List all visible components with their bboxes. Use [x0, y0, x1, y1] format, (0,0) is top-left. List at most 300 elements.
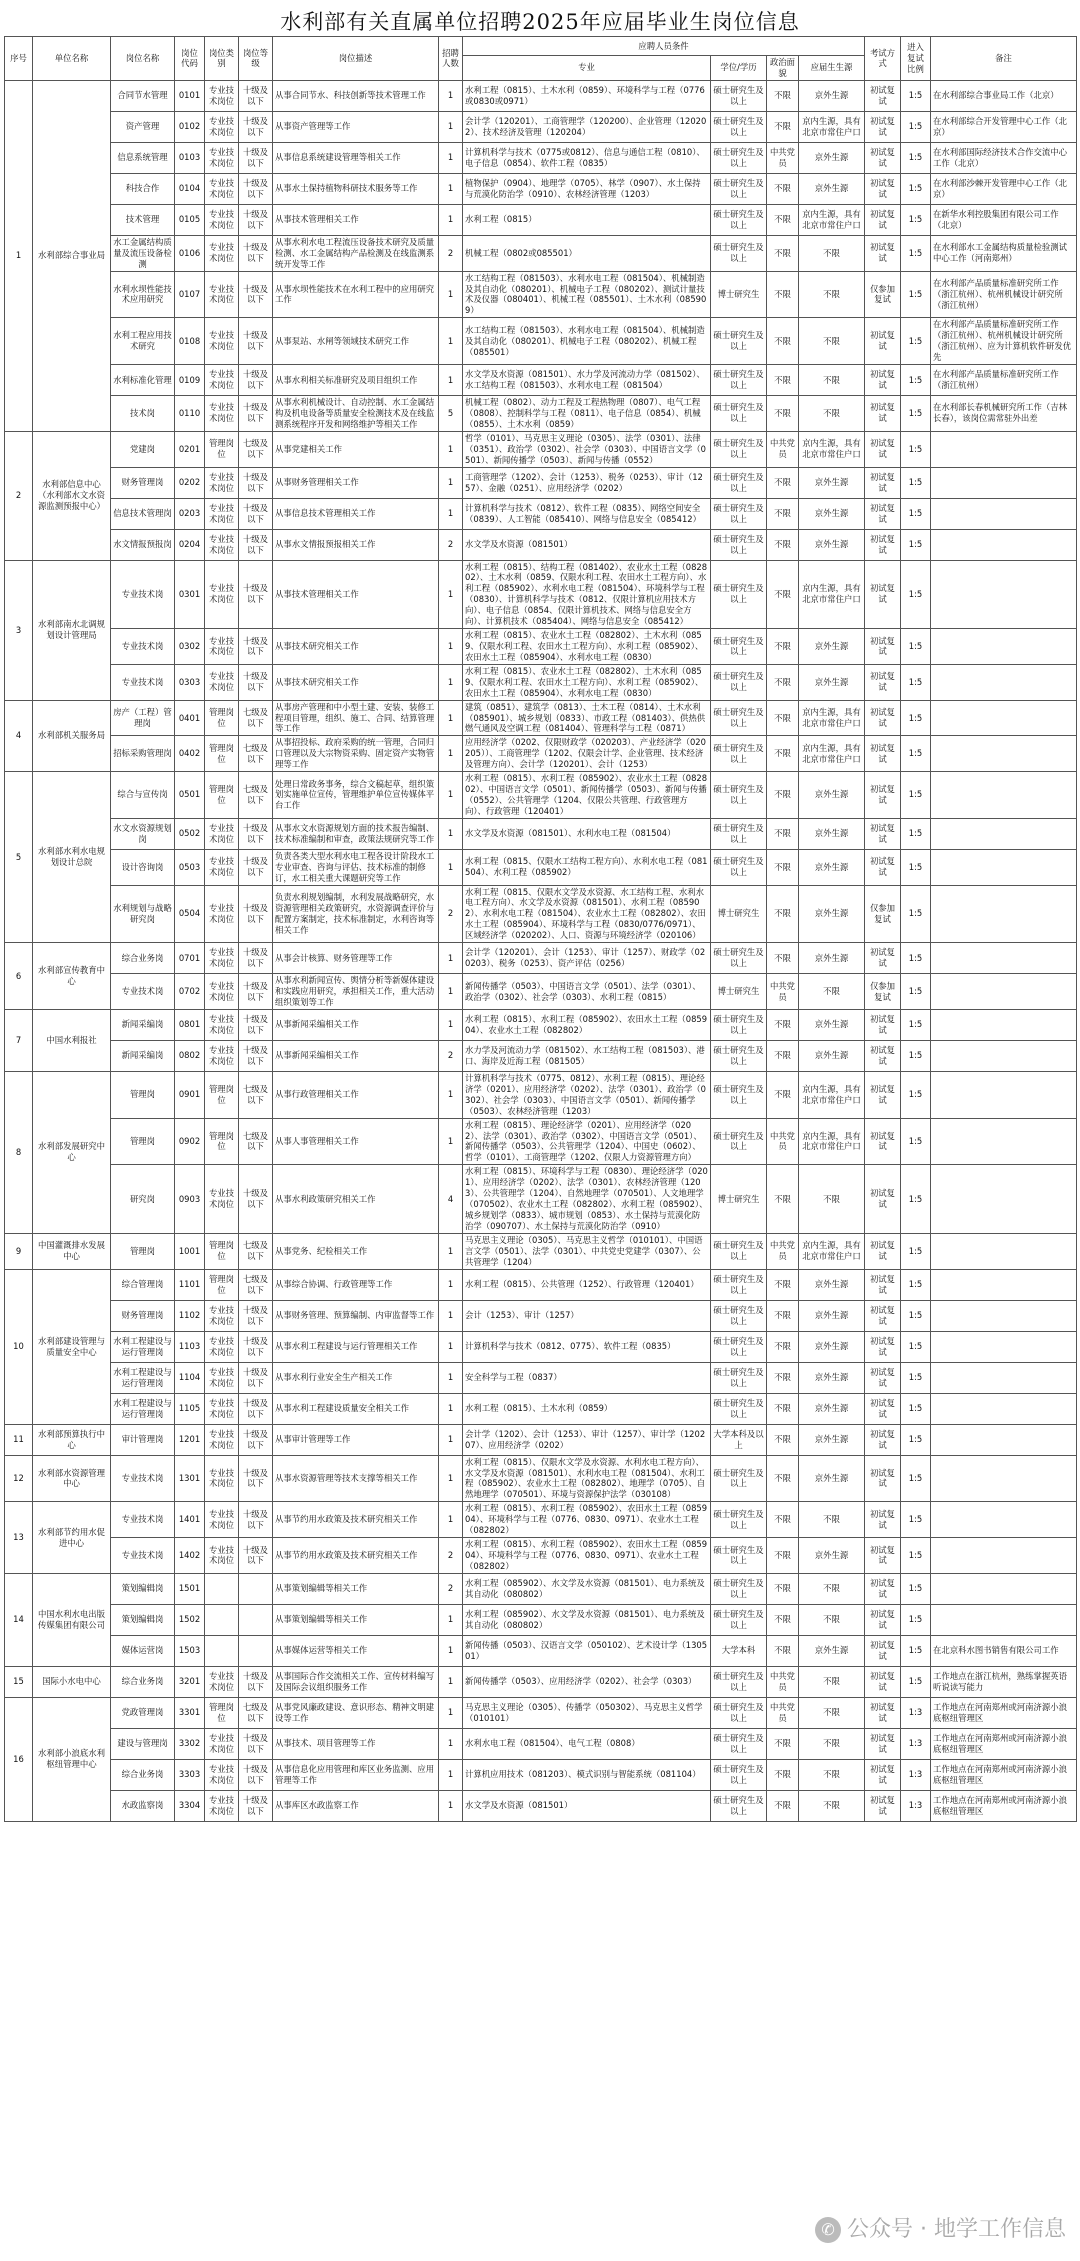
cell-note	[931, 1455, 1077, 1502]
cell-note: 在水利部长春机械研究所工作（吉林长春），该岗位需常驻外出差	[931, 395, 1077, 431]
cell-desc: 负责水利规划编制，水利发展战略研究，水资源管理相关政策研究，水资源调查评价与配置方案制定，技术标准制定，水利咨询等相关工作	[273, 885, 439, 943]
cell-ratio: 1:5	[901, 1635, 931, 1666]
cell-desc: 从事审计管理等工作	[273, 1424, 439, 1455]
cell-post: 房产（工程）管理岗	[111, 700, 175, 736]
cell-type: 专业技术岗位	[205, 1165, 239, 1234]
table-row	[5, 1635, 1077, 1666]
cell-ratio: 1:5	[901, 395, 931, 431]
cell-src: 京内生源，具有北京市常住户口	[799, 1071, 865, 1118]
cell-type: 专业技术岗位	[205, 395, 239, 431]
cell-ratio: 1:5	[901, 772, 931, 819]
cell-exam: 初试复试	[865, 700, 901, 736]
cell-pol: 不限	[767, 173, 799, 204]
cell-desc: 从事水坝性能技术在水利工程中的应用研究工作	[273, 271, 439, 318]
cell-post: 综合与宣传岗	[111, 772, 175, 819]
cell-code: 0102	[175, 111, 205, 142]
cell-ratio: 1:5	[901, 431, 931, 467]
cell-note	[931, 818, 1077, 849]
cell-edu: 硕士研究生及以上	[711, 1790, 767, 1821]
header-source: 应届生生源	[799, 56, 865, 81]
cell-edu: 硕士研究生及以上	[711, 1604, 767, 1635]
cell-type: 专业技术岗位	[205, 1009, 239, 1040]
table-row	[5, 271, 1077, 318]
cell-ratio: 1:5	[901, 1362, 931, 1393]
cell-edu: 硕士研究生及以上	[711, 1300, 767, 1331]
table-row	[5, 560, 1077, 629]
cell-major: 水利工程（0815）、农业水土工程（082802）、土木水利（0859、仅限水利工程、农田水土工程方向）、水利工程（085902）、农田水土工程（085904）、水利水电工程（0830）	[463, 664, 711, 700]
table-row	[5, 80, 1077, 111]
cell-num: 2	[439, 235, 463, 271]
cell-grade: 七级及以下	[239, 1233, 273, 1269]
cell-ratio: 1:5	[901, 1331, 931, 1362]
cell-type: 专业技术岗位	[205, 974, 239, 1010]
cell-unit: 水利部发展研究中心	[33, 1071, 111, 1233]
cell-note	[931, 974, 1077, 1010]
cell-note: 工作地点在河南郑州或河南济源小浪底枢纽管理区	[931, 1790, 1077, 1821]
cell-grade: 十级及以下	[239, 818, 273, 849]
cell-ratio: 1:5	[901, 736, 931, 772]
cell-major: 会计（1253）、审计（1257）	[463, 1300, 711, 1331]
cell-code: 0701	[175, 943, 205, 974]
cell-major: 水利工程（0815）、水利工程（085902）、农业水土工程（082802）、中国语言文学（0501）、新闻传播学（0503）、新闻与传播（0552）、公共管理学（1204、仅限公共管理、行政管理方向）、行政管理（120401）	[463, 772, 711, 819]
cell-note	[931, 1424, 1077, 1455]
cell-unit: 中国灌溉排水发展中心	[33, 1233, 111, 1269]
cell-src: 不限	[799, 1728, 865, 1759]
cell-pol: 不限	[767, 318, 799, 365]
cell-num: 1	[439, 80, 463, 111]
cell-post: 水利规划与战略研究岗	[111, 885, 175, 943]
cell-code: 1401	[175, 1502, 205, 1538]
table-row	[5, 629, 1077, 665]
table-row	[5, 529, 1077, 560]
cell-post: 管理岗	[111, 1118, 175, 1165]
table-row	[5, 318, 1077, 365]
cell-pol: 不限	[767, 818, 799, 849]
cell-src: 京外生源	[799, 885, 865, 943]
cell-type: 管理岗位	[205, 736, 239, 772]
cell-src: 不限	[799, 364, 865, 395]
cell-exam: 初试复试	[865, 467, 901, 498]
cell-num: 1	[439, 700, 463, 736]
cell-ratio: 1:5	[901, 700, 931, 736]
cell-pol: 不限	[767, 80, 799, 111]
cell-ratio: 1:5	[901, 1118, 931, 1165]
cell-exam: 初试复试	[865, 318, 901, 365]
cell-pol: 不限	[767, 1790, 799, 1821]
cell-post: 审计管理岗	[111, 1424, 175, 1455]
cell-type: 专业技术岗位	[205, 560, 239, 629]
cell-src: 不限	[799, 1502, 865, 1538]
cell-code: 1001	[175, 1233, 205, 1269]
cell-code: 0103	[175, 142, 205, 173]
table-row	[5, 1165, 1077, 1234]
cell-pol: 不限	[767, 364, 799, 395]
cell-code: 1301	[175, 1455, 205, 1502]
cell-desc: 从事水利行业安全生产相关工作	[273, 1362, 439, 1393]
cell-exam: 初试复试	[865, 1165, 901, 1234]
cell-grade: 十级及以下	[239, 173, 273, 204]
cell-ratio: 1:5	[901, 1300, 931, 1331]
cell-note	[931, 736, 1077, 772]
cell-pol: 不限	[767, 1759, 799, 1790]
cell-exam: 初试复试	[865, 529, 901, 560]
cell-ratio: 1:5	[901, 1502, 931, 1538]
cell-note	[931, 772, 1077, 819]
cell-post: 新闻采编岗	[111, 1009, 175, 1040]
cell-edu: 硕士研究生及以上	[711, 173, 767, 204]
cell-desc: 从事党风廉政建设、意识形态、精神文明建设等工作	[273, 1697, 439, 1728]
cell-edu: 硕士研究生及以上	[711, 204, 767, 235]
cell-edu: 硕士研究生及以上	[711, 235, 767, 271]
cell-exam: 初试复试	[865, 1635, 901, 1666]
cell-post: 研究岗	[111, 1165, 175, 1234]
cell-type: 专业技术岗位	[205, 1362, 239, 1393]
cell-seq: 16	[5, 1697, 33, 1821]
cell-num: 1	[439, 364, 463, 395]
cell-post: 综合业务岗	[111, 1759, 175, 1790]
cell-post: 财务管理岗	[111, 467, 175, 498]
cell-ratio: 1:5	[901, 364, 931, 395]
cell-note	[931, 467, 1077, 498]
cell-grade: 十级及以下	[239, 885, 273, 943]
cell-exam: 仅参加复试	[865, 974, 901, 1010]
cell-unit: 水利部南水北调规划设计管理局	[33, 560, 111, 700]
cell-major: 水工结构工程（081503）、水利水电工程（081504）、机械制造及其自动化（080201）、机械电子工程（080202）、测试计量技术及仪器（080401）、机械工程（085501）、土木水利（085909）	[463, 271, 711, 318]
cell-major: 水利工程（0815）、环境科学与工程（0830）、理论经济学（0201）、应用经济学（0202）、法学（0301）、农林经济管理（1203）、公共管理学（1204）、自然地理学（070501）、人文地理学（070502）、农业水土工程（082802）、水利工程（085902）、城乡规划学（0833）、城市规划（0853）、水土保持与荒漠化防治学（090707）、水土保持与荒漠化防治学（0910）	[463, 1165, 711, 1234]
cell-desc: 从事水利政策研究相关工作	[273, 1165, 439, 1234]
cell-num: 2	[439, 529, 463, 560]
cell-major: 水利工程（0815）、理论经济学（0201）、应用经济学（0202）、法学（0301）、政治学（0302）、中国语言文学（0501）、新闻传播学（0503）、公共管理学（1204）、中国史（0602）、哲学（0101）、工商管理学（1202、仅限人力资源管理方向）	[463, 1118, 711, 1165]
cell-post: 水利水坝性能技术应用研究	[111, 271, 175, 318]
table-row	[5, 1455, 1077, 1502]
cell-post: 水工金属结构质量及流压设备检测	[111, 235, 175, 271]
cell-pol: 中共党员	[767, 974, 799, 1010]
cell-grade: 十级及以下	[239, 1165, 273, 1234]
table-row	[5, 431, 1077, 467]
cell-num: 1	[439, 204, 463, 235]
cell-desc: 从事水资源管理等技术支撑等相关工作	[273, 1455, 439, 1502]
cell-post: 管理岗	[111, 1233, 175, 1269]
cell-seq: 11	[5, 1424, 33, 1455]
cell-exam: 初试复试	[865, 1009, 901, 1040]
cell-note	[931, 1300, 1077, 1331]
cell-grade: 十级及以下	[239, 235, 273, 271]
cell-grade: 十级及以下	[239, 1300, 273, 1331]
cell-major: 计算机科学与技术（0812、0775）、软件工程（0835）	[463, 1331, 711, 1362]
cell-major: 计算机应用技术（081203）、模式识别与智能系统（081104）	[463, 1759, 711, 1790]
header-seq: 序号	[5, 37, 33, 81]
cell-code: 0501	[175, 772, 205, 819]
cell-code: 3303	[175, 1759, 205, 1790]
table-row	[5, 498, 1077, 529]
cell-edu: 硕士研究生及以上	[711, 395, 767, 431]
cell-pol: 中共党员	[767, 431, 799, 467]
header-num: 招聘人数	[439, 37, 463, 81]
cell-src: 京外生源	[799, 173, 865, 204]
cell-exam: 仅参加复试	[865, 885, 901, 943]
cell-ratio: 1:5	[901, 498, 931, 529]
cell-post: 招标采购管理岗	[111, 736, 175, 772]
cell-desc: 从事新闻采编相关工作	[273, 1009, 439, 1040]
cell-type: 专业技术岗位	[205, 80, 239, 111]
cell-src: 京外生源	[799, 142, 865, 173]
cell-unit: 水利部预算执行中心	[33, 1424, 111, 1455]
cell-unit: 水利部水利水电规划设计总院	[33, 772, 111, 943]
cell-num: 1	[439, 271, 463, 318]
cell-num: 1	[439, 1362, 463, 1393]
cell-major: 应用经济学（0202、仅限财政学（020203）、产业经济学（020205））、工商管理学（1202、仅限会计学、企业管理、技术经济及管理方向）、会计学（120201）、会计（1253）	[463, 736, 711, 772]
table-header	[5, 37, 1077, 81]
cell-pol: 不限	[767, 1331, 799, 1362]
cell-code: 1502	[175, 1604, 205, 1635]
table-row	[5, 1393, 1077, 1424]
cell-edu: 硕士研究生及以上	[711, 1269, 767, 1300]
cell-major: 水利水电工程（081504）、电气工程（0808）	[463, 1728, 711, 1759]
cell-edu: 硕士研究生及以上	[711, 364, 767, 395]
cell-edu: 大学本科	[711, 1635, 767, 1666]
cell-seq: 6	[5, 943, 33, 1010]
cell-code: 1402	[175, 1538, 205, 1574]
cell-pol: 不限	[767, 1538, 799, 1574]
cell-num: 1	[439, 1666, 463, 1697]
cell-edu: 博士研究生	[711, 271, 767, 318]
cell-desc: 从事水土保持植物科研技术服务等工作	[273, 173, 439, 204]
cell-post: 水政监察岗	[111, 1790, 175, 1821]
cell-note: 工作地点在河南郑州或河南济源小浪底枢纽管理区	[931, 1697, 1077, 1728]
cell-major: 水利工程（085902）、水文学及水资源（081501）、电力系统及其自动化（080802）	[463, 1573, 711, 1604]
cell-post: 设计咨询岗	[111, 849, 175, 885]
table-row	[5, 204, 1077, 235]
cell-type: 专业技术岗位	[205, 885, 239, 943]
cell-code: 1501	[175, 1573, 205, 1604]
cell-post: 专业技术岗	[111, 664, 175, 700]
table-row	[5, 974, 1077, 1010]
cell-type: 专业技术岗位	[205, 467, 239, 498]
table-row	[5, 1666, 1077, 1697]
cell-desc: 从事资产管理等工作	[273, 111, 439, 142]
cell-type: 专业技术岗位	[205, 943, 239, 974]
cell-pol: 中共党员	[767, 1233, 799, 1269]
cell-desc: 负责各类大型水利水电工程各设计阶段水工专业审查、咨询与评估、技术标准的制修订，水工相关重大课题研究等工作	[273, 849, 439, 885]
cell-ratio: 1:5	[901, 1269, 931, 1300]
header-type: 岗位类别	[205, 37, 239, 81]
cell-src: 京内生源，具有北京市常住户口	[799, 204, 865, 235]
cell-ratio: 1:5	[901, 1393, 931, 1424]
cell-note	[931, 431, 1077, 467]
cell-src: 京外生源	[799, 1331, 865, 1362]
cell-desc: 从事策划编辑等相关工作	[273, 1604, 439, 1635]
cell-edu: 大学本科及以上	[711, 1424, 767, 1455]
cell-src: 京外生源	[799, 629, 865, 665]
cell-exam: 初试复试	[865, 1300, 901, 1331]
cell-num: 1	[439, 498, 463, 529]
cell-edu: 硕士研究生及以上	[711, 1502, 767, 1538]
cell-note	[931, 629, 1077, 665]
cell-pol: 不限	[767, 943, 799, 974]
cell-num: 1	[439, 1502, 463, 1538]
cell-post: 专业技术岗	[111, 1455, 175, 1502]
cell-type: 专业技术岗位	[205, 1040, 239, 1071]
cell-unit: 水利部机关服务局	[33, 700, 111, 772]
cell-exam: 初试复试	[865, 849, 901, 885]
cell-grade: 十级及以下	[239, 364, 273, 395]
cell-desc: 从事信息系统建设管理等相关工作	[273, 142, 439, 173]
cell-edu: 硕士研究生及以上	[711, 818, 767, 849]
cell-type: 专业技术岗位	[205, 1728, 239, 1759]
cell-num: 1	[439, 1455, 463, 1502]
cell-major: 水利工程（0815）、水利工程（085902）、农田水土工程（085904）、环境科学与工程（0776、0830、0971）、农业水土工程（082802）	[463, 1538, 711, 1574]
cell-code: 3304	[175, 1790, 205, 1821]
cell-ratio: 1:5	[901, 111, 931, 142]
cell-pol: 中共党员	[767, 1666, 799, 1697]
cell-grade: 十级及以下	[239, 80, 273, 111]
cell-src: 不限	[799, 395, 865, 431]
cell-code: 0801	[175, 1009, 205, 1040]
cell-src: 京外生源	[799, 80, 865, 111]
cell-num: 2	[439, 1573, 463, 1604]
cell-src: 京外生源	[799, 1424, 865, 1455]
cell-exam: 初试复试	[865, 1269, 901, 1300]
cell-grade: 七级及以下	[239, 772, 273, 819]
cell-major: 水利工程（0815）、公共管理（1252）、行政管理（120401）	[463, 1269, 711, 1300]
table-row	[5, 1424, 1077, 1455]
cell-grade: 十级及以下	[239, 1331, 273, 1362]
cell-note	[931, 1502, 1077, 1538]
cell-num: 1	[439, 431, 463, 467]
cell-desc: 从事新闻采编相关工作	[273, 1040, 439, 1071]
cell-num: 1	[439, 1009, 463, 1040]
header-grade: 岗位等级	[239, 37, 273, 81]
table-row	[5, 1790, 1077, 1821]
cell-type	[205, 1573, 239, 1604]
cell-desc: 从事招投标、政府采购的统一管理，合同归口管理以及大宗物资采购、固定资产实物管理等工作	[273, 736, 439, 772]
cell-type: 专业技术岗位	[205, 1502, 239, 1538]
cell-pol: 不限	[767, 1362, 799, 1393]
cell-edu: 硕士研究生及以上	[711, 943, 767, 974]
cell-src: 不限	[799, 974, 865, 1010]
cell-major: 新闻传播（0503）、汉语言文学（050102）、艺术设计学（130501）	[463, 1635, 711, 1666]
cell-note	[931, 560, 1077, 629]
table-row	[5, 142, 1077, 173]
cell-ratio: 1:5	[901, 1040, 931, 1071]
cell-note	[931, 700, 1077, 736]
cell-pol: 不限	[767, 1269, 799, 1300]
cell-major: 会计学（1202）、会计（1253）、审计（1257）、审计学（120207）、应用经济学（0202）	[463, 1424, 711, 1455]
cell-post: 水利标准化管理	[111, 364, 175, 395]
header-political: 政治面貌	[767, 56, 799, 81]
cell-desc: 从事人事管理相关工作	[273, 1118, 439, 1165]
cell-desc: 从事信息技术管理相关工作	[273, 498, 439, 529]
cell-edu: 硕士研究生及以上	[711, 1071, 767, 1118]
cell-major: 水利工程（0815）、农业水土工程（082802）、土木水利（0859、仅限水利工程、农田水土工程方向）、水利工程（085902）、农田水土工程（085904）、水利水电工程（0830）	[463, 629, 711, 665]
cell-num: 1	[439, 467, 463, 498]
cell-post: 专业技术岗	[111, 560, 175, 629]
cell-desc: 从事水利工程建设质量安全相关工作	[273, 1393, 439, 1424]
cell-src: 不限	[799, 1790, 865, 1821]
cell-exam: 初试复试	[865, 560, 901, 629]
cell-grade: 七级及以下	[239, 1697, 273, 1728]
header-note: 备注	[931, 37, 1077, 81]
cell-pol: 不限	[767, 1424, 799, 1455]
table-body	[5, 80, 1077, 1821]
cell-code: 0110	[175, 395, 205, 431]
cell-note	[931, 1165, 1077, 1234]
cell-seq: 12	[5, 1455, 33, 1502]
cell-type: 专业技术岗位	[205, 498, 239, 529]
cell-src: 不限	[799, 318, 865, 365]
cell-major: 建筑（0851）、建筑学（0813）、土木工程（0814）、土木水利（085901）、城乡规划（0833）、市政工程（081403）、供热供燃气通风及空调工程（081404）、管理科学与工程（0871）	[463, 700, 711, 736]
cell-edu: 硕士研究生及以上	[711, 467, 767, 498]
cell-exam: 初试复试	[865, 664, 901, 700]
cell-exam: 初试复试	[865, 1502, 901, 1538]
watermark	[815, 2212, 1066, 2243]
cell-pol: 中共党员	[767, 1118, 799, 1165]
table-row	[5, 885, 1077, 943]
cell-src: 京外生源	[799, 1393, 865, 1424]
cell-code: 0202	[175, 467, 205, 498]
cell-ratio: 1:5	[901, 173, 931, 204]
cell-major: 会计学（120201）、会计（1253）、审计（1257）、财政学（020203）、税务（0253）、资产评估（0256）	[463, 943, 711, 974]
cell-grade: 十级及以下	[239, 1362, 273, 1393]
cell-desc: 从事泵站、水闸等领域技术研究工作	[273, 318, 439, 365]
cell-edu: 硕士研究生及以上	[711, 849, 767, 885]
cell-grade: 十级及以下	[239, 1009, 273, 1040]
table-row	[5, 1728, 1077, 1759]
cell-major: 机械工程（0802）、动力工程及工程热物理（0807）、电气工程（0808）、控制科学与工程（0811）、电子信息（0854）、机械（0855）、土木水利（0859）	[463, 395, 711, 431]
cell-major: 水文学及水资源（081501）	[463, 529, 711, 560]
cell-code: 0401	[175, 700, 205, 736]
cell-edu: 硕士研究生及以上	[711, 700, 767, 736]
cell-src: 不限	[799, 271, 865, 318]
cell-num: 1	[439, 1790, 463, 1821]
cell-code: 0108	[175, 318, 205, 365]
cell-desc: 从事水利新闻宣传、舆情分析等新媒体建设和实践应用研究，承担相关工作，重大活动组织策划等工作	[273, 974, 439, 1010]
cell-exam: 初试复试	[865, 80, 901, 111]
cell-unit: 水利部小浪底水利枢纽管理中心	[33, 1697, 111, 1821]
cell-exam: 初试复试	[865, 1790, 901, 1821]
cell-ratio: 1:3	[901, 1728, 931, 1759]
cell-type: 管理岗位	[205, 1233, 239, 1269]
cell-src: 京内生源，具有北京市常住户口	[799, 560, 865, 629]
cell-major: 机械工程（0802或085501）	[463, 235, 711, 271]
watermark-text: 公众号 · 地学工作信息	[847, 2217, 1066, 2242]
cell-src: 不限	[799, 235, 865, 271]
cell-pol: 不限	[767, 1009, 799, 1040]
table-row	[5, 1233, 1077, 1269]
cell-unit: 水利部宣传教育中心	[33, 943, 111, 1010]
cell-src: 京外生源	[799, 1300, 865, 1331]
cell-desc: 从事技术、项目管理等工作	[273, 1728, 439, 1759]
cell-src: 京内生源，具有北京市常住户口	[799, 431, 865, 467]
cell-pol: 不限	[767, 849, 799, 885]
cell-pol: 不限	[767, 1300, 799, 1331]
cell-ratio: 1:3	[901, 1697, 931, 1728]
header-ratio: 进入复试比例	[901, 37, 931, 81]
cell-major: 新闻传播学（0503）、应用经济学（0202）、社会学（0303）	[463, 1666, 711, 1697]
cell-src: 京内生源，具有北京市常住户口	[799, 1233, 865, 1269]
cell-edu: 硕士研究生及以上	[711, 772, 767, 819]
cell-src: 不限	[799, 1759, 865, 1790]
cell-code: 0503	[175, 849, 205, 885]
cell-major: 水利工程（085902）、水文学及水资源（081501）、电力系统及其自动化（080802）	[463, 1604, 711, 1635]
cell-num: 1	[439, 1269, 463, 1300]
cell-edu: 硕士研究生及以上	[711, 1118, 767, 1165]
cell-unit: 水利部信息中心（水利部水文水资源监测预报中心）	[33, 431, 111, 560]
cell-major: 植物保护（0904）、地理学（0705）、林学（0907）、水土保持与荒漠化防治学（0910）、农林经济管理（1203）	[463, 173, 711, 204]
cell-seq: 8	[5, 1071, 33, 1233]
cell-note	[931, 1393, 1077, 1424]
cell-code: 1103	[175, 1331, 205, 1362]
